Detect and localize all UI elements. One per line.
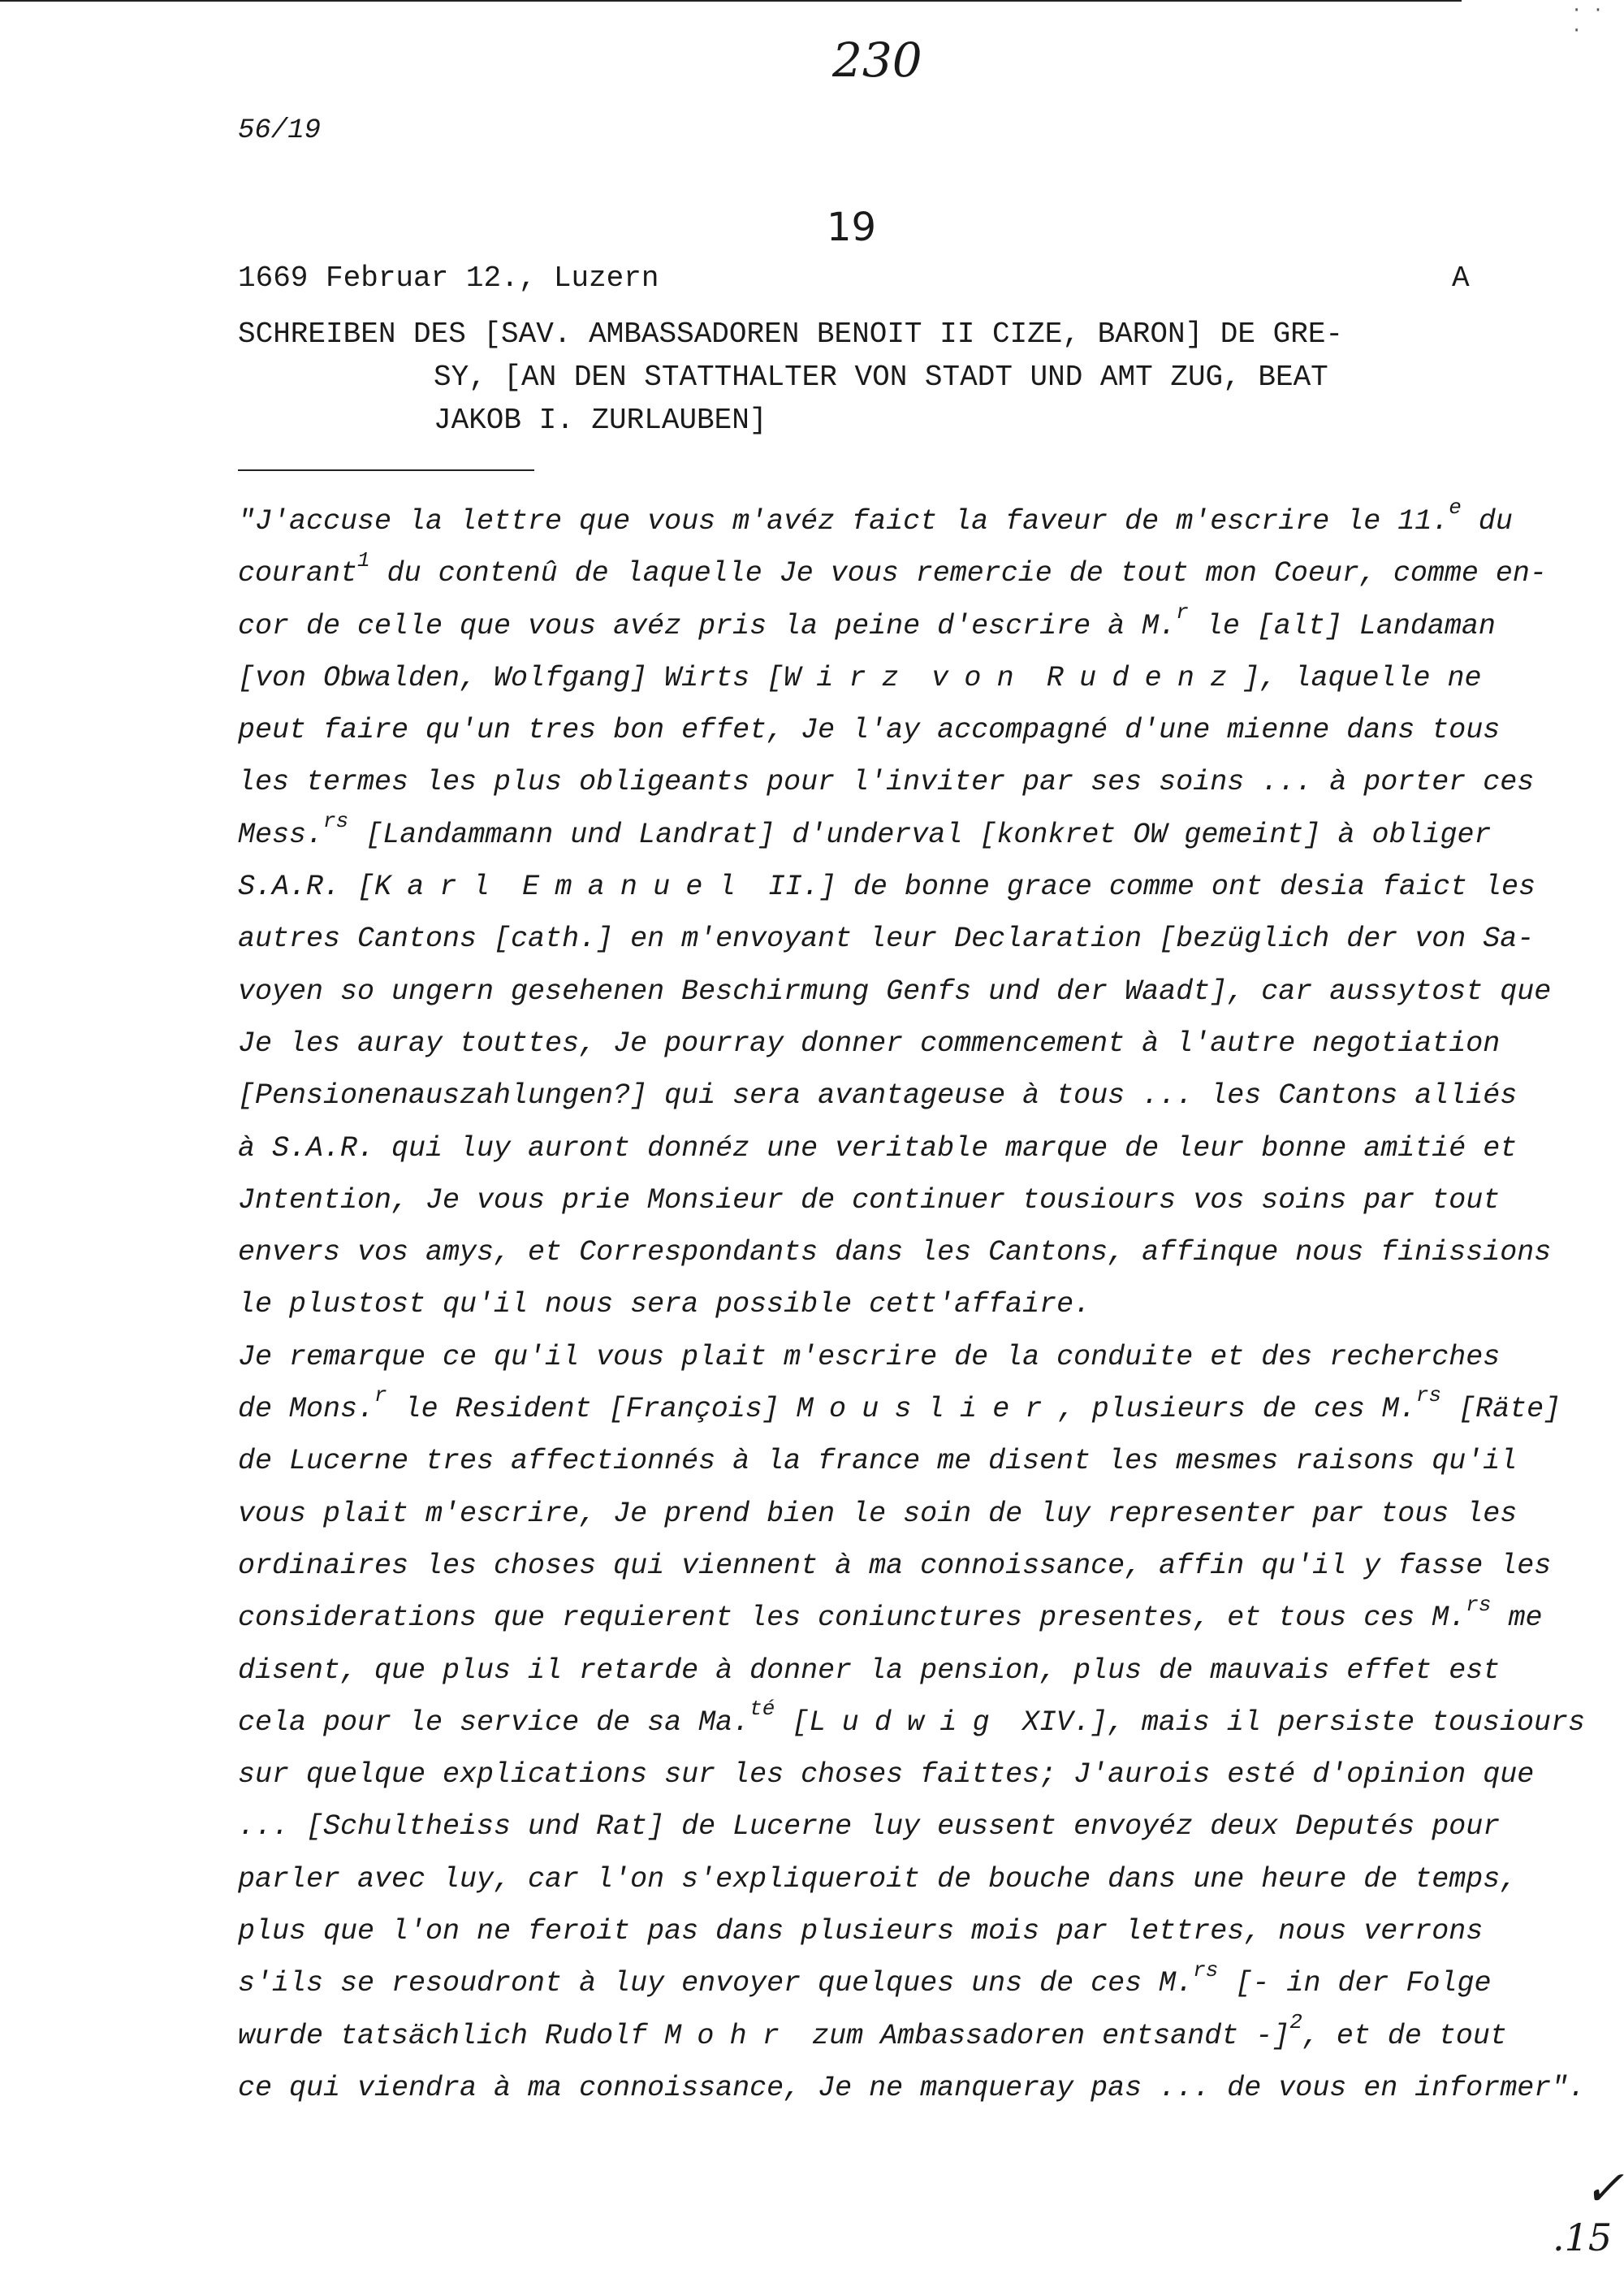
text: "J'accuse la lettre que vous m'avéz faict la faveur de m'escrire le 11. — [238, 505, 1449, 538]
letter-body — [238, 495, 1586, 2114]
footnote-marker: 2 — [1289, 2009, 1302, 2034]
superscript: rs — [1193, 1957, 1219, 1982]
text: , et de tout — [1302, 2019, 1507, 2052]
body-line: envers vos amys, et Correspondants dans les Cantons, affinque nous finissions — [238, 1236, 1552, 1269]
body-line: autres Cantons [cath.] en m'envoyant leur Declaration [bezüglich der von Sa- — [238, 923, 1535, 956]
body-line: les termes les plus obligeants pour l'inviter par ses soins ... à porter ces — [238, 766, 1535, 799]
body-line — [238, 1697, 1585, 1749]
text — [1030, 662, 1047, 694]
superscript: té — [749, 1697, 775, 1722]
footnote-marker: 1 — [357, 547, 370, 573]
text: , plusieurs de ces M. — [1057, 1393, 1416, 1426]
text: le [alt] Landaman — [1188, 609, 1496, 642]
spaced-name: Emanuel — [522, 871, 751, 904]
text: II.] de bonne grace comme ont desia faict les — [750, 871, 1536, 904]
text: ], laquelle ne — [1242, 661, 1482, 694]
text: courant — [238, 557, 358, 590]
text: du contenû de laquelle Je vous remercie de tout mon Coeur, comme en- — [369, 557, 1547, 590]
spaced-name: Mouslier — [796, 1393, 1058, 1426]
body-line: Je remarque ce qu'il vous plait m'escrire de la conduite et des recherches — [238, 1340, 1501, 1373]
spaced-name: Ludwig — [809, 1706, 1005, 1739]
text — [505, 871, 522, 903]
body-line — [238, 547, 1553, 599]
body-line: ... [Schultheiss und Rat] de Lucerne luy eussent envoyéz deux Deputés pour — [238, 1810, 1501, 1844]
text: wurde tatsächlich Rudolf — [238, 2019, 665, 2052]
spaced-name: Rudenz — [1046, 661, 1243, 694]
body-line: Jntention, Je vous prie Monsieur de continuer tousiours vos soins par tout — [238, 1183, 1501, 1217]
text: cela pour le service de sa Ma. — [238, 1706, 750, 1739]
superscript: rs — [1466, 1592, 1492, 1617]
text: [von Obwalden, Wolfgang] Wirts [ — [238, 661, 784, 694]
top-border-line — [0, 0, 1462, 2]
body-line: de Lucerne tres affectionnés à la france me disent les mesmes raisons qu'il — [238, 1445, 1518, 1478]
text: me — [1491, 1602, 1543, 1635]
date-place: 1669 Februar 12., Luzern — [238, 262, 659, 295]
body-line: peut faire qu'un tres bon effet, Je l'ay accompagné d'une mienne dans tous — [238, 714, 1501, 747]
title-line: JAKOB I. ZURLAUBEN] — [434, 404, 767, 437]
text: zum Ambassadoren entsandt -] — [795, 2019, 1290, 2052]
archive-reference: 56/19 — [238, 115, 322, 146]
text: [Landammann und Landrat] d'underval [konkret OW gemeint] à obliger — [348, 818, 1492, 851]
superscript: r — [374, 1383, 387, 1408]
document-title — [238, 313, 1343, 442]
body-line: ordinaires les choses qui viennent à ma connoissance, affin qu'il y fasse les — [238, 1549, 1552, 1582]
body-line: Je les auray touttes, Je pourray donner commencement à l'autre negotiation — [238, 1027, 1501, 1060]
body-line — [238, 2010, 1553, 2062]
body-line — [238, 1957, 1553, 2009]
text: S.A.R. [ — [238, 871, 375, 904]
body-line: parler avec luy, car l'on s'expliqueroit de bouche dans une heure de temps, — [238, 1862, 1518, 1896]
text: cor de celle que vous avéz pris la peine d'escrire à M. — [238, 609, 1177, 642]
letter-code: A — [1452, 262, 1470, 295]
text: considerations que requierent les coniunctures presentes, et tous ces M. — [238, 1602, 1466, 1635]
body-line: [Pensionenauszahlungen?] qui sera avantageuse à tous ... les Cantons alliés — [238, 1079, 1518, 1113]
margin-number: .15 — [1553, 2216, 1613, 2259]
separator-line — [238, 469, 534, 471]
text: [- in der Folge — [1218, 1967, 1492, 2000]
text: Mess. — [238, 818, 324, 851]
text: XIV.], mais il persiste tousiours — [1004, 1706, 1585, 1739]
spaced-name: Mohr — [664, 2019, 796, 2052]
text: du — [1461, 505, 1513, 538]
text: de Mons. — [238, 1393, 375, 1426]
handwritten-page-number: 230 — [832, 32, 922, 88]
body-line: le plustost qu'il nous sera possible cett'affaire. — [238, 1288, 1091, 1321]
spaced-name: von — [931, 661, 1030, 694]
checkmark-icon: ✓ — [1583, 2160, 1624, 2217]
text: le Resident [François] — [387, 1393, 797, 1426]
body-line — [238, 652, 1553, 704]
title-line: SCHREIBEN DES [SAV. AMBASSADOREN BENOIT II CIZE, BARON] DE GRE- — [238, 318, 1344, 351]
body-line — [238, 1592, 1553, 1644]
text: s'ils se resoudront à luy envoyer quelques uns de ces M. — [238, 1967, 1194, 2000]
body-line — [238, 1383, 1561, 1435]
body-line: sur quelque explications sur les choses faittes; J'aurois esté d'opinion que — [238, 1758, 1535, 1792]
body-line: ce qui viendra à ma connoissance, Je ne manqueray pas ... de vous en informer". — [238, 2071, 1586, 2104]
superscript: r — [1176, 599, 1189, 625]
superscript: rs — [323, 809, 349, 834]
body-line — [238, 809, 1553, 861]
body-line — [238, 495, 1553, 547]
body-line: voyen so ungern gesehenen Beschirmung Genfs und der Waadt], car aussytost que — [238, 975, 1552, 1008]
body-line: disent, que plus il retarde à donner la pension, plus de mauvais effet est — [238, 1654, 1501, 1687]
superscript: rs — [1415, 1383, 1442, 1408]
corner-marks: · · · — [1571, 0, 1604, 41]
document-number: 19 — [827, 205, 877, 250]
spaced-name: Wirz — [784, 661, 915, 694]
text: [ — [775, 1706, 810, 1739]
body-line: à S.A.R. qui luy auront donnéz une veritable marque de leur bonne amitié et — [238, 1131, 1518, 1165]
superscript: e — [1449, 495, 1462, 521]
body-line — [238, 600, 1553, 652]
body-line: plus que l'on ne feroit pas dans plusieurs mois par lettres, nous verrons — [238, 1915, 1484, 1948]
text — [914, 662, 931, 694]
body-line — [238, 861, 1553, 913]
spaced-name: Karl — [374, 871, 506, 904]
body-line: vous plait m'escrire, Je prend bien le soin de luy representer par tous les — [238, 1497, 1518, 1530]
title-line: SY, [AN DEN STATTHALTER VON STADT UND AMT ZUG, BEAT — [434, 361, 1328, 394]
text: [Räte] — [1441, 1393, 1561, 1426]
